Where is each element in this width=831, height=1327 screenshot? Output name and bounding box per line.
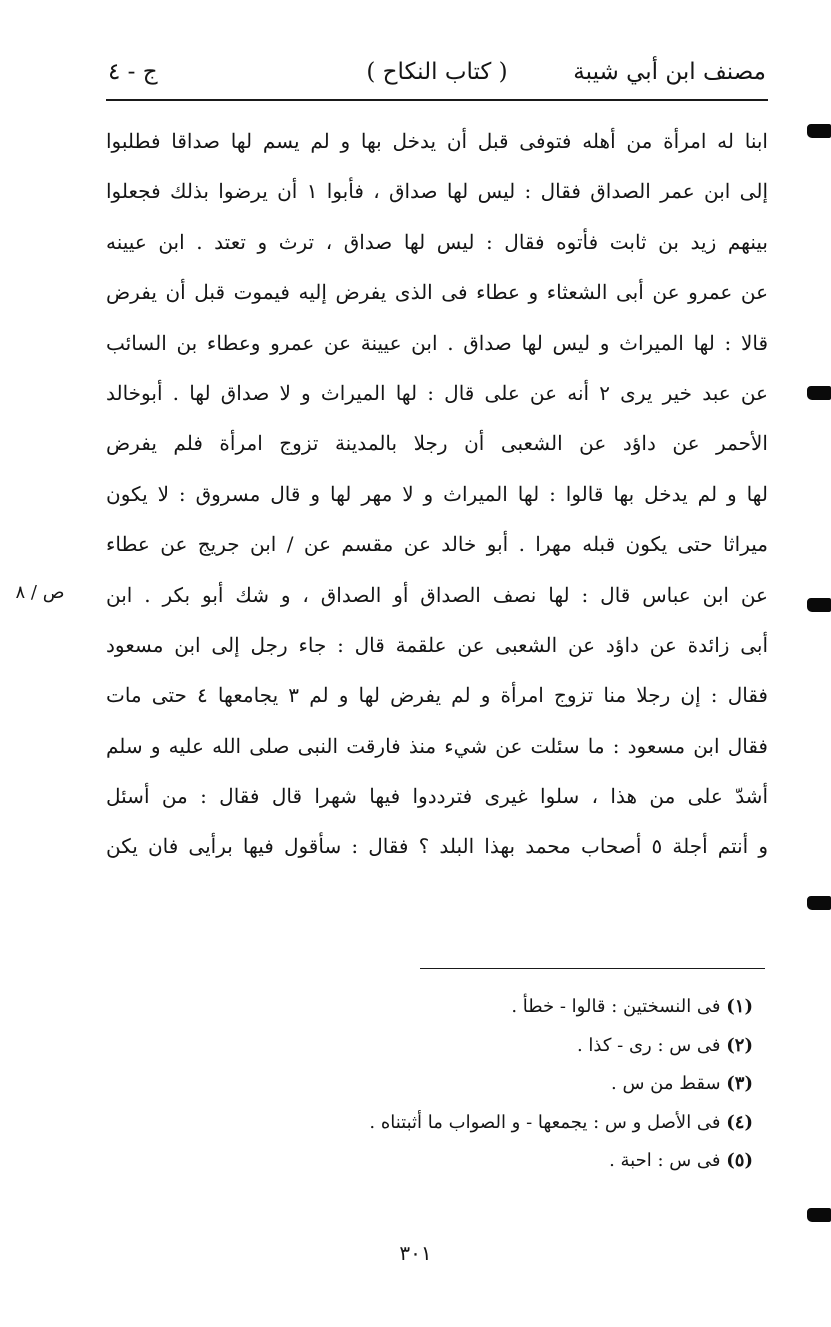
text-line: فقال : إن رجلا منا تزوج امرأة و لم يفرض لها و لم ٣ يجامعها ٤ حتى مات <box>106 683 768 708</box>
running-header <box>108 52 766 96</box>
footnote-text: فى س : رى - كذا . <box>576 1034 721 1056</box>
edge-mark <box>807 598 831 612</box>
header-rule <box>106 99 768 101</box>
footnote-number: (٢) <box>726 1034 753 1056</box>
edge-mark <box>807 1208 831 1222</box>
book-title: مصنف ابن أبي شيبة <box>573 59 766 85</box>
text-line: قالا : لها الميراث و ليس لها صداق . ابن عيينة عن عمرو وعطاء بن السائب <box>106 330 768 355</box>
footnote-number: (٥) <box>726 1150 753 1171</box>
text-line: ابنا له امرأة من أهله فتوفى قبل أن يدخل بها و لم يسم لها صداقا فطلبوا <box>106 129 768 153</box>
margin-page-reference: ص / ٨ <box>15 582 65 603</box>
text-line: إلى ابن عمر الصداق فقال : ليس لها صداق ، فأبوا ١ أن يرضوا بذلك فجعلوا <box>106 179 768 204</box>
text-line: عن عمرو عن أبى الشعثاء و عطاء فى الذى يفرض إليه فيموت قبل أن يفرض <box>106 280 768 305</box>
footnotes <box>193 988 753 1181</box>
footnote-text: سقط من س . <box>611 1073 721 1094</box>
footnote <box>193 1104 753 1143</box>
page-number: ٣٠١ <box>399 1241 432 1265</box>
text-line: فقال ابن مسعود : ما سئلت عن شيء منذ فارقت النبى صلى الله عليه و سلم <box>106 733 768 758</box>
footnote <box>193 1065 753 1104</box>
edge-mark <box>807 386 831 400</box>
edge-mark <box>807 896 831 910</box>
footnote <box>193 988 753 1027</box>
footnote <box>193 1142 753 1181</box>
footnote-rule <box>420 968 765 969</box>
edge-mark <box>807 124 831 138</box>
section-title: ( كتاب النكاح ) <box>366 59 508 85</box>
text-line: بينهم زيد بن ثابت فأتوه فقال : ليس لها صداق ، ترث و تعتد . ابن عيينه <box>106 229 768 254</box>
text-line: عن عبد خير يرى ٢ أنه عن على قال : لها الميراث و لا صداق لها . أبوخالد <box>106 380 768 405</box>
text-line: أشدّ على من هذا ، سلوا غيرى فترددوا فيها شهرا قال فقال : من أسئل <box>106 784 768 809</box>
footnote-number: (٣) <box>726 1073 753 1094</box>
text-line: أبى زائدة عن داؤد عن الشعبى عن علقمة قال : جاء رجل إلى ابن مسعود <box>106 632 768 657</box>
footnote <box>193 1027 753 1066</box>
volume-label: ج - ٤ <box>108 59 158 85</box>
text-line: عن ابن عباس قال : لها نصف الصداق أو الصداق ، و شك أبو بكر . ابن <box>106 582 768 607</box>
footnote-text: فى الأصل و س : يجمعها - و الصواب ما أثبتناه . <box>369 1111 721 1133</box>
text-line: ميراثا حتى يكون قبله مهرا . أبو خالد عن مقسم عن / ابن جريج عن عطاء <box>106 532 768 557</box>
text-line: و أنتم أجلة ٥ أصحاب محمد بهذا البلد ؟ فقال : سأقول فيها برأيى فان يكن <box>106 834 768 859</box>
footnote-text: فى س : احبة . <box>609 1150 721 1171</box>
text-line: لها و لم يدخل بها قالوا : لها الميراث و لا مهر لها و قال مسروق : لا يكون <box>106 481 768 506</box>
footnote-number: (٤) <box>726 1111 753 1133</box>
footnote-text: فى النسختين : قالوا - خطأ . <box>511 996 721 1017</box>
footnote-number: (١) <box>726 996 753 1017</box>
main-text <box>106 116 768 872</box>
text-line: الأحمر عن داؤد عن الشعبى أن رجلا بالمدينة تزوج امرأة فلم يفرض <box>106 431 768 456</box>
